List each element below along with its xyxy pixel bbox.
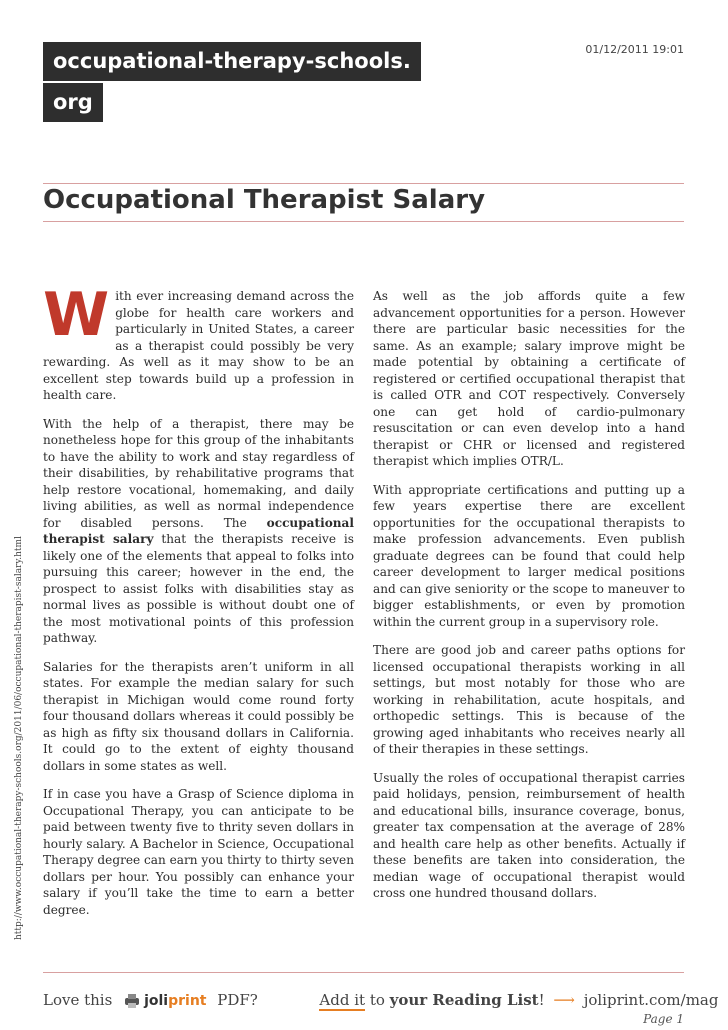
- site-title-line2: org: [43, 83, 103, 122]
- paragraph: With the help of a therapist, there may be nonetheless hope for this group of the inhabitants to have the ability to work and stay regardless of their disabilities, by rehabilitative programs that help restore vocational, homemaking, and daily living abilities, as well as normal independence for disabled persons. The occupational therapist salary that the therapists receive is likely one of the elements that appeal to folks into pursuing this career; however in the end, the prospect to assist folks with disabilities stay as normal lives as possible is without doubt one of the most motivational points of this profession pathway.: [43, 416, 354, 645]
- article-title: Occupational Therapist Salary: [43, 185, 486, 215]
- paragraph: There are good job and career paths options for licensed occupational therapists working in all settings, but most notably for those who are working in rehabilitation, acute hospitals, and orthopedic settings. This is because of the growing aged inhabitants who receives nearly all of their therapies in these settings.: [373, 643, 685, 756]
- joliprint-logo[interactable]: joliprint: [123, 993, 206, 1009]
- date-stamp: 01/12/2011 19:01: [585, 43, 684, 56]
- page-number: Page 1: [643, 1012, 684, 1026]
- arrow-icon: ⟶: [553, 991, 575, 1009]
- source-url[interactable]: http://www.occupational-therapy-schools.org/2011/06/occupational-therapist-salary.html: [14, 536, 24, 940]
- left-column: [43, 280, 354, 930]
- paragraph: Salaries for the therapists aren’t uniform in all states. For example the median salary for such therapist in Michigan would come round forty four thousand dollars whereas it could possibly be as high as fifty six thousand dollars in California. It could go to the extent of eighty thousand dollars in some states as well.: [43, 659, 354, 773]
- add-it-link[interactable]: Add it: [319, 991, 366, 1009]
- love-this-text: Love this: [43, 991, 113, 1009]
- footer-rule: [43, 972, 684, 973]
- reading-list-link[interactable]: your Reading List: [389, 991, 539, 1009]
- paragraph: With ever increasing demand across the globe for health care workers and particularly in United States, a career as a therapist could possibly be very rewarding. As well as it may show to be an excellent step towards build up a profession in health care.: [43, 280, 354, 402]
- paragraph: If in case you have a Grasp of Science diploma in Occupational Therapy, you can anticipate to be paid between twenty five to thrity seven dollars in hourly salary. A Bachelor in Science, Occupational Therapy degree can earn you thirty to thirty seven dollars per hour. You possibly can enhance your salary if you’ll take the time to earn a better degree.: [43, 787, 354, 917]
- to-text: to: [369, 991, 385, 1009]
- paragraph: Usually the roles of occupational therapist carries paid holidays, pension, reimbursement of health and educational bills, insurance coverage, bonus, greater tax compensation at the average of 28% and health care help as other benefits. Actually if these benefits are taken into consideration, the median wage of occupational therapist would cross one hundred thousand dollars.: [373, 770, 685, 900]
- joliprint-site-link[interactable]: joliprint.com/mag: [583, 991, 719, 1009]
- printer-icon: [123, 993, 141, 1009]
- keyword-bold: occupational therapist salary: [43, 515, 354, 546]
- paragraph: As well as the job affords quite a few advancement opportunities for a person. However there are particular basic necessities for the same. As an example; salary improve might be made potential by obtaining a certificate of registered or certified occupational therapist that is called OTR and COT respectively. Conversely one can get hold of cardio-pulmonary resuscitation or can even develop into a hand therapist or CHR or licensed and registered therapist which implies OTR/L.: [373, 289, 685, 468]
- site-title: [43, 42, 471, 124]
- right-column: [373, 288, 685, 914]
- drop-cap: W: [43, 280, 110, 350]
- title-bottom-rule: [43, 221, 684, 222]
- paragraph: With appropriate certifications and putting up a few years expertise there are excellent opportunities for the occupational therapists to make profession advancements. Even publish graduate degrees can be found that could help career development to larger medical positions and can give seniority or the scope to maneuver to bigger establishments, or even by promotion within the current group in a supervisory role.: [373, 482, 685, 629]
- pdf-text: PDF?: [217, 991, 258, 1009]
- footer: Love this joliprint PDF? Add it to your Reading List! ⟶ joliprint.com/mag: [43, 991, 719, 1009]
- title-top-rule: [43, 183, 684, 184]
- site-title-line1: occupational-therapy-schools.: [43, 42, 421, 81]
